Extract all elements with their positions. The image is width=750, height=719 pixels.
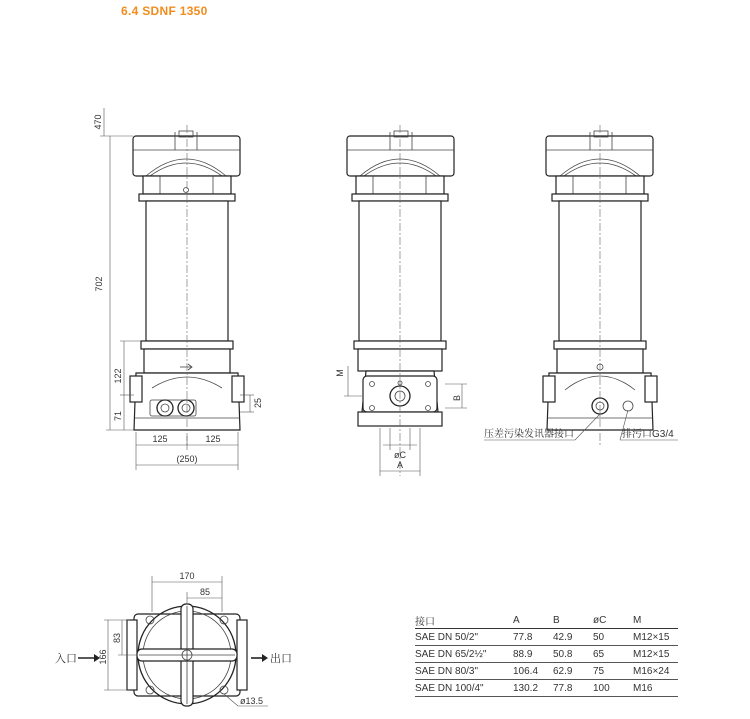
front-view [93, 108, 263, 470]
table-cell: 77.8 [553, 680, 593, 697]
table-cell: 100 [593, 680, 633, 697]
table-cell: 77.8 [513, 629, 553, 646]
dim-top-width: 170 [179, 571, 195, 581]
table-header-cell: øC [593, 612, 633, 629]
dim-a: A [396, 460, 404, 470]
dim-right-half: 125 [205, 434, 221, 444]
table-cell: 75 [593, 663, 633, 680]
table-cell: M12×15 [633, 646, 678, 663]
dim-top-half: 85 [199, 587, 211, 597]
table-cell: 65 [593, 646, 633, 663]
table-cell: 50.8 [553, 646, 593, 663]
section-title: 6.4 SDNF 1350 [121, 4, 208, 18]
top-view [55, 571, 292, 706]
table-cell: SAE DN 100/4" [415, 680, 513, 697]
dim-total-width: (250) [176, 454, 198, 464]
dim-port-height: 25 [253, 397, 263, 409]
label-outlet: 出口 [270, 653, 292, 665]
table-row [415, 680, 678, 697]
label-pressure-port: 压差污染发讯器接口 [484, 429, 574, 440]
dim-total-height: 702 [94, 276, 104, 292]
rear-view [484, 125, 678, 445]
label-drain-port: 排污口G3/4 [622, 429, 674, 440]
specification-table [415, 612, 678, 697]
table-cell: 42.9 [553, 629, 593, 646]
dim-top-offset: 83 [112, 632, 122, 644]
table-cell: 50 [593, 629, 633, 646]
dim-lower-height: 122 [113, 368, 123, 384]
table-header-row [415, 612, 678, 629]
table-cell: 130.2 [513, 680, 553, 697]
dim-base-height: 71 [113, 410, 123, 422]
side-view [335, 125, 467, 476]
table-header-cell: A [513, 612, 553, 629]
table-cell: M16 [633, 680, 678, 697]
table-cell: 106.4 [513, 663, 553, 680]
dim-b: B [452, 394, 462, 402]
table-header-cell: 接口 [415, 612, 513, 629]
table-cell: M12×15 [633, 629, 678, 646]
dim-c: øC [394, 450, 406, 460]
table-cell: SAE DN 80/3" [415, 663, 513, 680]
table-cell: 62.9 [553, 663, 593, 680]
table-header-cell: M [633, 612, 678, 629]
table-cell: SAE DN 65/2½" [415, 646, 513, 663]
table-row [415, 646, 678, 663]
dim-m: M [335, 369, 345, 377]
table-cell: M16×24 [633, 663, 678, 680]
label-inlet: 入口 [55, 653, 77, 665]
dim-cap-clearance: 470 [93, 114, 103, 130]
dim-top-hole: ø13.5 [240, 696, 264, 706]
table-row [415, 629, 678, 646]
dim-top-depth: 166 [98, 649, 108, 665]
dim-left-half: 125 [152, 434, 168, 444]
table-cell: SAE DN 50/2" [415, 629, 513, 646]
table-row [415, 663, 678, 680]
table-cell: 88.9 [513, 646, 553, 663]
table-header-cell: B [553, 612, 593, 629]
